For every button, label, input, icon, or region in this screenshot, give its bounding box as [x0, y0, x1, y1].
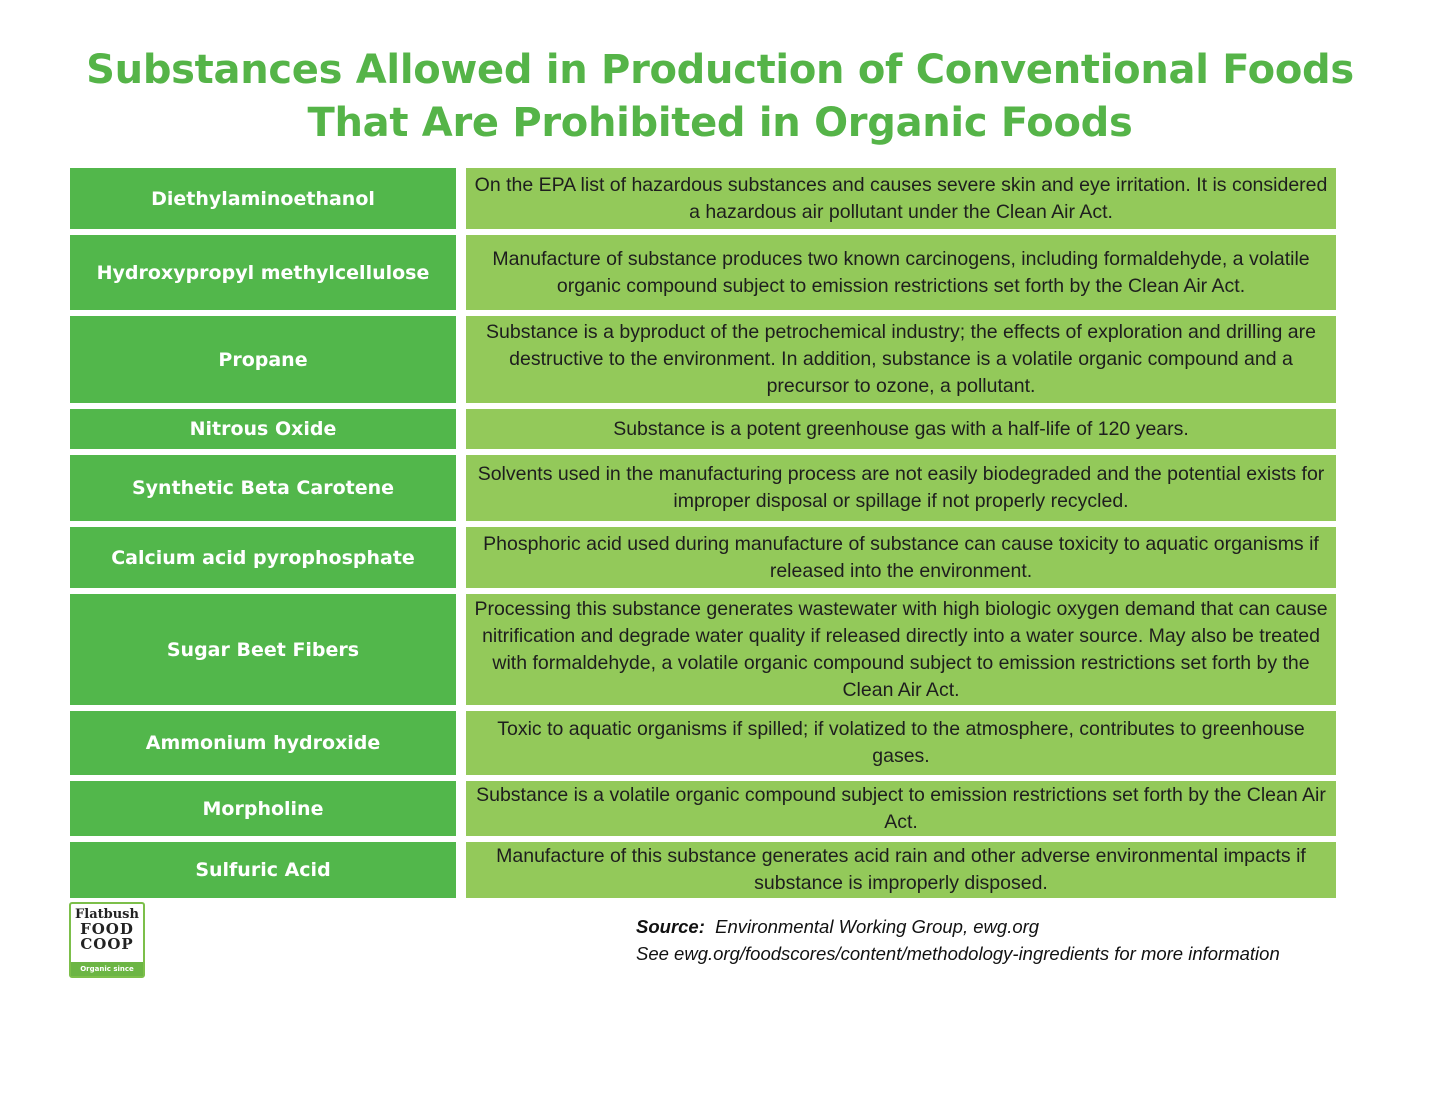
table-row [70, 316, 1336, 403]
substance-description: Processing this substance generates wastewater with high biologic oxygen demand that can cause nitrification and degrade water quality if released directly into a water source. May also be treated with formaldehyde, a volatile organic compound subject to emission restrictions set forth by the Clean Air Act. [466, 594, 1336, 705]
substance-name: Sugar Beet Fibers [70, 594, 456, 705]
substance-description: Toxic to aquatic organisms if spilled; if volatized to the atmosphere, contributes to greenhouse gases. [466, 711, 1336, 775]
page-title [0, 44, 1440, 150]
table-row [70, 842, 1336, 898]
table-row [70, 409, 1336, 449]
logo-wordmark [71, 907, 143, 952]
table-row [70, 527, 1336, 588]
substance-description: Phosphoric acid used during manufacture of substance can cause toxicity to aquatic organisms if released into the environment. [466, 527, 1336, 588]
substance-description: Manufacture of substance produces two known carcinogens, including formaldehyde, a volatile organic compound subject to emission restrictions set forth by the Clean Air Act. [466, 235, 1336, 310]
source-text: Environmental Working Group, ewg.org [715, 916, 1040, 937]
substance-description: Solvents used in the manufacturing process are not easily biodegraded and the potential exists for improper disposal or spillage if not properly recycled. [466, 455, 1336, 521]
table-row [70, 594, 1336, 705]
substance-name: Nitrous Oxide [70, 409, 456, 449]
substances-table [70, 168, 1336, 898]
substance-description: Manufacture of this substance generates acid rain and other adverse environmental impacts if substance is improperly disposed. [466, 842, 1336, 898]
table-row [70, 235, 1336, 310]
title-line-1: Substances Allowed in Production of Conventional Foods [86, 47, 1354, 93]
flatbush-food-coop-logo [69, 902, 145, 987]
table-row [70, 455, 1336, 521]
logo-line-3: COOP [80, 935, 134, 953]
substance-name: Ammonium hydroxide [70, 711, 456, 775]
substance-name: Propane [70, 316, 456, 403]
logo-line-2: FOOD [80, 920, 134, 938]
source-more-info: See ewg.org/foodscores/content/methodology-ingredients for more information [636, 943, 1280, 964]
table-row [70, 711, 1336, 775]
source-label: Source: [636, 916, 705, 937]
substance-name: Sulfuric Acid [70, 842, 456, 898]
substance-name: Calcium acid pyrophosphate [70, 527, 456, 588]
logo-line-1: Flatbush [75, 907, 139, 922]
source-note [636, 913, 1280, 967]
logo-tagline: Organic since 1976 [71, 962, 143, 976]
table-row [70, 168, 1336, 229]
substance-name: Synthetic Beta Carotene [70, 455, 456, 521]
substance-description: Substance is a byproduct of the petrochemical industry; the effects of exploration and drilling are destructive to the environment. In addition, substance is a volatile organic compound and a precursor to ozone, a pollutant. [466, 316, 1336, 403]
substance-name: Diethylaminoethanol [70, 168, 456, 229]
substance-description: Substance is a volatile organic compound subject to emission restrictions set forth by the Clean Air Act. [466, 781, 1336, 836]
substance-description: On the EPA list of hazardous substances and causes severe skin and eye irritation. It is considered a hazardous air pollutant under the Clean Air Act. [466, 168, 1336, 229]
title-line-2: That Are Prohibited in Organic Foods [307, 100, 1133, 146]
substance-description: Substance is a potent greenhouse gas with a half-life of 120 years. [466, 409, 1336, 449]
substance-name: Hydroxypropyl methylcellulose [70, 235, 456, 310]
substance-name: Morpholine [70, 781, 456, 836]
source-line [636, 913, 1280, 940]
table-row [70, 781, 1336, 836]
